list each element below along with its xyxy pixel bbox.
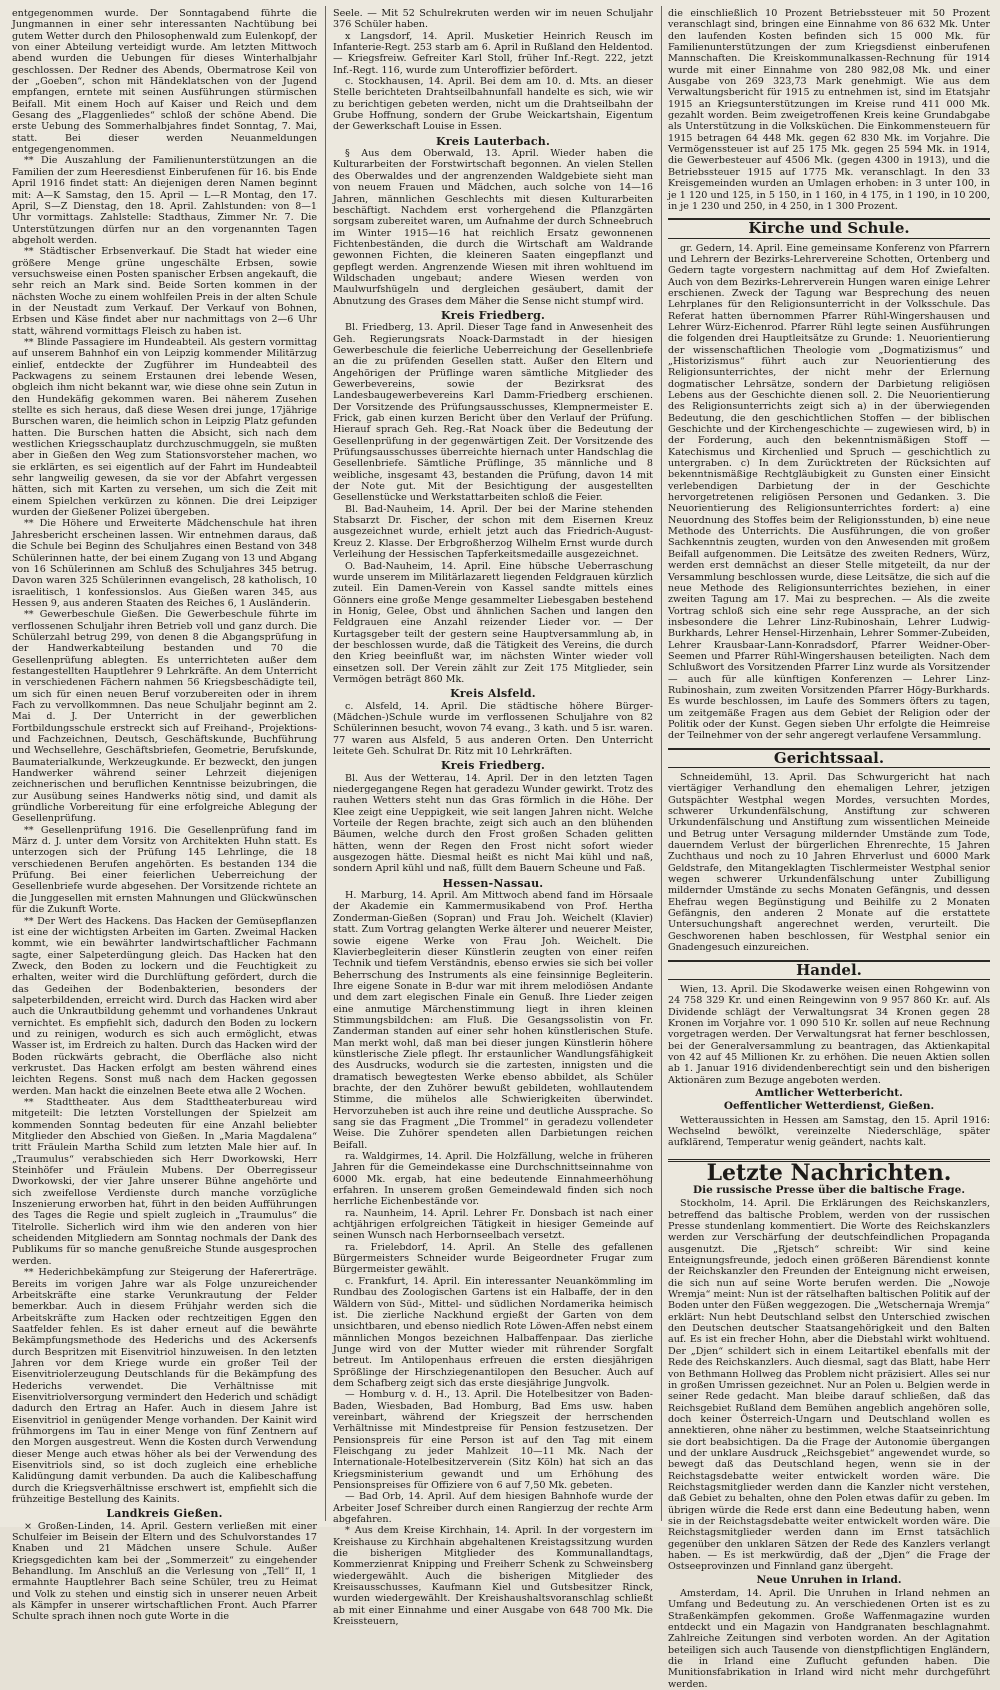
- section-heading-handel: Handel.: [668, 960, 990, 980]
- article-oberwald: § Aus dem Oberwald, 13. April. Wieder haben die Kulturarbeiten der Forstwirtschaft begonnen. An vielen Stellen des Oberwaldes und der angrenzenden Waldgebiete sieht man von neuem Frauen und Mädchen, auch solche von 14—16 Jahren, männlichen Geschlechts mit diesen Kulturarbeiten beschäftigt. Nachdem erst vorhergehend die Pflanzgärten sorgsam zubereitet waren, um Aufnahme der durch Schneebruch im Winter 1915—16 hat reichlich Ersatz gewonnenen Fichtenbeständen, die durch die Wirtschaft am Waldrande gewonnen Fichten, die kleineren Saaten eingepflanzt und gepflegt werden. Angrenzende Wiesen mit ihren wohltuend im Wildschaden ungebaut; andere Wiesen werden von Maulwurfshügeln und dergleichen gesäubert, damit der Abnutzung des Grases dem Mäher die Sense nicht stumpf wird.: [333, 148, 653, 307]
- article-schneidemuehl: Schneidemühl, 13. April. Das Schwurgericht hat nach viertägiger Verhandlung den ehemaligen Lehrer, jetzigen Gutspächter Westphal wegen Mordes, versuchten Mordes, schwerer Urkundenfälschung, Anstiftung zur schweren Urkundenfälschung und Anstiftung zum wissentlichen Meineide und Betrug unter Versagung mildernder Umstände zum Tode, dauerndem Verlust der bürgerlichen Ehrenrechte, 15 Jahren Zuchthaus und noch zu 10 Jahren Ehrverlust und 6000 Mark Geldstrafe, den Mitangeklagten Tischlermeister Westphal senior wegen schwerer Urkundenfälschung unter Zubilligung mildernder Umstände zu sechs Monaten Gefängnis, und dessen Ehefrau wegen Begünstigung und Beihilfe zu 2 Monaten Gefängnis, den anderen 2 Monate auf die erstattete Untersuchungshaft angerechnet werden, verurteilt. Die Geschworenen haben beschlossen, für Westphal senior ein Gnadengesuch einzureichen.: [668, 772, 990, 954]
- weather-forecast: Wetteraussichten in Hessen am Samstag, den 15. April 1916: Wechselnd bewölkt, vereinzelte Niederschläge, später aufklärend, Temperatur wenig geändert, nachts kalt.: [668, 1114, 990, 1149]
- article-stockhausen: c. Stockhausen, 14. April. Bei dem am 10. d. Mts. an dieser Stelle berichteten Drahtseilbahnunfall handelte es sich, wie wir zu berichtigen gebeten werden, nicht um die Drahtseilbahn der Grube Hoffnung, sondern der Grube Weickartshain, Eigentum der Gewerkschaft Louise in Essen.: [333, 76, 653, 133]
- article-langsdorf: x Langsdorf, 14. April. Musketier Heinrich Reusch im Infanterie-Regt. 253 starb am 6. April in Rußland den Heldentod. — Kriegsfreiw. Gefreiter Karl Stoll, früher Inf.-Regt. 222, jetzt Inf.-Regt. 116, wurde zum Unteroffizier befördert.: [333, 30, 653, 76]
- article-hacken: ** Der Wert des Hackens. Das Hacken der Gemüsepflanzen ist eine der wichtigsten Arbeiten im Garten. Zweimal Hacken kommt, wie ein bewährter landwirtschaftlicher Fachmann sagte, einer Salpeterdüngung gleich. Das Hacken hat den Zweck, den Boden zu lockern und die Feuchtigkeit zu erhalten, weiter wird die Durchlüftung gefördert, durch die das Gedeihen der Bodenbakterien, besonders der salpeterbildenden, erreicht wird. Durch das Hacken wird aber auch die Unkrautbildung gehemmt und vorhandenes Unkraut vernichtet. Es empfiehlt sich, dadurch den Boden zu lockern und zu reinigen, wodurch es sich auch ermöglicht, etwas Wasser ist, im Erdreich zu halten. Durch das Hacken wird der Boden rückwärts gebracht, die Oberfläche also nicht verkrustet. Das Hacken erfolgt am besten während eines leichten Regens. Sonst muß nach dem Hacken gegossen werden. Man hackt die einzelnen Beete etwa alle 2 Wochen.: [12, 915, 317, 1097]
- article-blinde-passagiere: ** Blinde Passagiere im Hundeabteil. Als gestern vormittag auf unserem Bahnhof ein von Leipzig kommender Militärzug einlief, entdeckte der Zugführer im Hundeabteil des Packwagens zu seinem Erstaunen drei lebende Wesen, obgleich ihm nicht bekannt war, wie diese ohne sein Zutun in den Hundekäfig gekommen waren. Bei näherem Zusehen stellte es sich heraus, daß diese Wesen drei junge, 17jährige Burschen waren, die heimlich schon in Leipzig Platz gefunden hatten. Die Burschen hatten die Absicht, sich nach dem westlichen Kriegsschauplatz durchzuschmuggeln, sie mußten aber in Gießen den Weg zum Stationsvorsteher machen, wo sie erklärten, es sei eigentlich auf der Fahrt im Hundeabteil sehr langweilig gewesen, da sie vor der Abfahrt vergessen hätten, sich mit Karten zu versehen, um sich die Zeit mit einem Spielchen verkürzen zu können. Die drei Leipziger wurden der Gießener Polizei übergeben.: [12, 336, 317, 519]
- article-gesellenpruefung: ** Gesellenprüfung 1916. Die Gesellenprüfung fand im März d. J. unter dem Vorsitz von Architekten Huhn statt. Es unterzogen sich der Prüfung 145 Lehrlinge, die 18 verschiedenen Berufen angehörten. Es bestanden 134 die Prüfung. Bei einer feierlichen Ueberreichung der Gesellenbriefe wurde abgesehen. Der Vorsitzende richtete an die Junggesellen mit ernsten Mahnungen und Glückwünschen für die Zukunft Worte.: [12, 824, 317, 916]
- article-marburg: H. Marburg, 14. April. Am Mittwoch abend fand im Hörsaale der Akademie ein Kammermusikabend von Prof. Hertha Zonderman-Gießen (Sopran) und Frau Joh. Weichelt (Klavier) statt. Zum Vortrag gelangten Werke älterer und neuerer Meister, sowie eigene Werke von Frau Joh. Weichelt. Die Klavierbegleiterin dieser Künstlerin zeugten von einer reifen Technik und tiefem Verständnis, ebenso erwies sie sich bei voller Beherrschung des Instruments als eine feinsinnige Begleiterin. Ihre eigene Sonate in B-dur war mit ihrem melodiösen Andante und dem zart elegischen Finale ein Genuß. Ihre Lieder zeigen eine anmutige Märchenstimmung liegt in ihren kleinen Stimmungsbildchen: am Fluß. Die Gesangssolistin von Fr. Zanderman standen auf einer sehr hohen künstlerischen Stufe. Man merkt wohl, daß man bei dieser jungen Künstlerin höhere künstlerische Ziele pflegt. Ihr erstaunlicher Wandlungsfähigkeit des Ausdrucks, wodurch sie die zartesten, innigsten und die dramatisch bewegtesten Werke ebenso abbildet, als Schüler brachte, der den Zuhörer bewußt gebildeten, wohllautendem Stimme, die mühelos alle Schwierigkeiten überwindet. Hervorzuheben ist auch ihre reine und deutliche Aussprache. So sang sie das Fragment „Die Trommel“ in geradezu vollendeter Weise. Die Zuhörer spendeten allen Darbietungen reichen Beifall.: [333, 890, 653, 1151]
- article-jungmannen: entgegenommen wurde. Der Sonntagabend führte die Jungmannen in einer sehr interessanten Nachtübung bei gutem Wetter durch den Philosophenwald zum Eulenkopf, der von einer Abteilung verteidigt wurde. Am letzten Mittwoch abend wurden die Uebungen für dieses Winterhalbjahr geschlossen. Der Redner des Abends, Obermatrose Keil von der „Goeben“, schon mit Händeklatschen von der Jugend empfangen, erntete mit seinen Ausführungen stürmischen Beifall. Mit einem Hoch auf Kaiser und Reich und dem Gesang des „Flaggenliedes“ schloß der schöne Abend. Die erste Uebung des Sommerhalbjahres findet Sonntag, 7. Mai, statt. Bei dieser werden Neuanmeldungen entgegengenommen.: [12, 8, 317, 156]
- article-bad-nauheim-2: O. Bad-Nauheim, 14. April. Eine hübsche Ueberraschung wurde unserem im Militärlazarett liegenden Feldgrauen kürzlich zuteil. Ein Damen-Verein von Kassel sandte mittels eines Gönners eine große Menge gesammelter Liebesgaben bestehend in Honig, Gelee, Obst und ähnlichen Sachen und langen den Feldgrauen eine Anzahl reizender Lieder vor. — Der Kurtagsgeber teilt der gestern seine Hauptversammlung ab, in der beschlossen wurde, daß die Tätigkeit des Vereins, die durch den Krieg beeinflußt war, im nächsten Winter wieder voll einsetzen soll. Der Verein zählt zur Zeit 175 Mitglieder, sein Vermögen beträgt 860 Mk.: [333, 560, 653, 685]
- article-waldgirmes: ra. Waldgirmes, 14. April. Die Holzfällung, welche in früheren Jahren für die Gemeindekasse eine Durchschnittseinnahme von 6000 Mk. ergab, hat eine bedeutende Einnahmeerhöhung erfahren. In unserem großen Gemeindewald finden sich noch herrliche Eichenbestände vor.: [333, 1151, 653, 1208]
- article-naunheim: ra. Naunheim, 14. April. Lehrer Fr. Donsbach ist nach einer achtjährigen erfolgreichen Tätigkeit in hiesiger Gemeinde auf seinen Wunsch nach Herbornseelbach versetzt.: [333, 1207, 653, 1242]
- article-stockholm: Stockholm, 14. April. Die Erklärungen des Reichskanzlers, betreffend das baltische Problem, werden von der russischen Presse stundenlang kommentiert. Die Worte des Reichskanzlers werden zur Verschärfung der deutschfeindlichen Propaganda ausgenutzt. Die „Rjetsch“ schreibt: Wir sind keine Enteignungsfreunde, jedoch einen größeren Bärendienst konnte der Reichskanzler den Freunden der Enteignung nicht erweisen, die sich nun auf seine Worte berufen werden. Die „Nowoje Wremja“ meint: Nun ist der rätselhaften baltischen Politik auf der Boden unter den Füßen weggezogen. Die „Wetschernaja Wremja“ erklärt: Nun hebt Deutschland selbst den Unterschied zwischen den Deutschen deutscher Staatsangehörigkeit und den Balten auf. Es ist ein frecher Hohn, aber die Diebstahl wirkt wohltuend. Der „Djen“ schildert sich in einem Leitartikel ebenfalls mit der Rede des Reichskanzlers. Auch diesmal, sagt das Blatt, habe Herr von Bethmann Hollweg das Problem nicht präzisiert. Alles sei nur in großen Umrissen gezeichnet. Nur an Polen u. Belgien werde in seiner Rede gedacht. Man bleibe darauf schließen, daß das Reichsgebiet Rußland dem Bemühen angeblich angehören solle, doch keiner Österreich-Ungarn und Deutschland wollen es annektieren, ohne näher zu bestimmen, welche Staatseinrichtung sie dort beabsichtigen. Da die Frage der Autonomie übergangen und der unklare Ausdruck „Reichsgebiet“ angewendet wurde, so bewegt daß das Deutschland hegen, wenn sie in der Reichstagsdebatte weiter entwickelt worden wäre. Die Reichstagsmitglieder werden dann die Kanzler nicht verstehen, daß Gebiet zu behalten, ohne den Polen etwas dafür zu geben. Im übrigen würde die Rede erst dann eine Bedeutung haben, wenn sie in der Reichstagsdebatte weiter entwickelt worden wäre. Die Reichstagsmitglieder werden dann im Ernst tatsächlich gegenüber den unklaren Sätzen der Rede des Kanzlers verlangt haben. — Es ist merkwürdig, daß der „Djen“ die Frage der Ostseeprovinzen und Finnland ganz übergeht.: [668, 1198, 990, 1573]
- subheading-irland: Neue Unruhen in Irland.: [756, 1573, 902, 1586]
- article-kreissteuern: die einschließlich 10 Prozent Betriebssteuer mit 50 Prozent veranschlagt sind, bringen eine Einnahme von 86 632 Mk. Unter den laufenden Kosten befinden sich 15 000 Mk. für Familienunterstützungen der zum Kriegsdienst einberufenen Mannschaften. Die Kreiskommunalkassen-Rechnung für 1914 wurde mit einer Einnahme von 280 982,08 Mk. und einer Ausgabe von 269 323,73 Mark genehmigt. Wie aus dem Verwaltungsbericht für 1915 zu entnehmen ist, sind im Etatsjahr 1915 an Kriegsunterstützungen im Kreise rund 411 000 Mk. gezahlt worden. Beim zweigetroffenen Kreis keine Grundabgabe als Unterstützung in die Volksküchen. Die Einkommensteuern für 1915 betragen 64 448 Mk. gegen 62 830 Mk. im Vorjahre. Die Vermögenssteuer ist auf 25 175 Mk. gegen 25 594 Mk. in 1914, die Gewerbesteuer auf 4506 Mk. (gegen 4300 in 1913), und die Betriebssteuer 1915 auf 1775 Mk. veranschlagt. In den 33 Kreisgemeinden wurden an Umlagen erhoben: in 3 unter 100, in je 1 120 und 125, in 5 150, in 1 160, in 4 175, in 1 190, in 10 200, in je 1 230 und 250, in 4 250, in 1 300 Prozent.: [668, 8, 990, 212]
- section-heading: Kreis Alsfeld.: [450, 687, 536, 701]
- article-wien: Wien, 13. April. Die Skodawerke weisen einen Rohgewinn von 24 758 329 Kr. und einen Reingewinn von 9 957 860 Kr. auf. Als Dividende schlägt der Verwaltungsrat 34 Kronen gegen 28 Kronen im Vorjahre vor. 1 090 510 Kr. sollen auf neue Rechnung vorgetragen werden. Der Verwaltungsrat hat ferner beschlossen, bei der Generalversammlung zu beantragen, das Aktienkapital von 42 auf 45 Millionen Kr. zu erhöhen. Die neuen Aktien sollen ab 1. Januar 1916 dividendenberechtigt sein und den bisherigen Aktionären zum Bezuge angeboten werden.: [668, 983, 990, 1086]
- article-kirchhain: * Aus dem Kreise Kirchhain, 14. April. In der vorgestern im Kreishause zu Kirchhain abgehaltenen Kreistagssitzung wurden die bisherigen Mitglieder des Kommunallandtags, Kommerzienrat Knipping und Freiherr Schenk zu Schweinsberg wiedergewählt. Auch die bisherigen Mitglieder des Kreisausschusses, Kaufmann Kiel und Gutsbesitzer Rinck, wurden wiedergewählt. Der Kreishaushaltsvoranschlag schließt ab mit einer Einnahme und einer Ausgabe von 648 700 Mk. Die Kreissteuern,: [333, 1525, 653, 1628]
- article-homburg: — Homburg v. d. H., 13. April. Die Hotelbesitzer von Baden-Baden, Wiesbaden, Bad Homburg, Bad Ems usw. haben vereinbart, während der Kriegszeit der herrschenden Verhältnisse mit Mindestpreise für Pension festzusetzen. Der Pensionspreis für eine Person ist auf den Tag mit einem Fleischgang zu jeder Mahlzeit 10—11 Mk. Nach der Internationale-Hotelbesitzerverein (Sitz Köln) hat sich an das Kriegsministerium gewandt und um Erhöhung des Pensionspreises für Offiziere von 6 auf 7,50 Mk. gebeten.: [333, 1389, 653, 1491]
- article-gedern: gr. Gedern, 14. April. Eine gemeinsame Konferenz von Pfarrern und Lehrern der Bezirks-Lehrervereine Schotten, Ortenberg und Gedern tagte vorgestern nachmittag auf dem Hof Zwiefalten. Auch von dem Bezirks-Lehrerverein Hungen waren einige Lehrer erschienen. Zweck der Tagung war Besprechung des neuen Lehrplanes für den Religionsunterricht in der Volksschule. Das Referat hatten übernommen Pfarrer Rühl-Wingershausen und Lehrer Würz-Eichenrod. Pfarrer Rühl legte seinen Ausführungen die folgenden drei Hauptleitsätze zu Grunde: 1. Neuorientierung der wissenschaftlichen Theologie vom „Dogmatizismus“ und „Historizismus“ führt auch zur Neuorientierung des Religionsunterrichtes, der nicht mehr der Erlernung dogmatischer Lehrsätze, sondern der Darbietung religiösen Lebens aus der Geschichte dienen soll. 2. Die Neuorientierung des Religionsunterrichts zeigt sich a) in der überwiegenden Bedeutung, die den geschichtlichen Stoffen — der biblischen Geschichte und der Kirchengeschichte — zugewiesen wird, b) in der Forderung, auch den bekenntnismäßigen Stoff — Katechismus und Kirchenlied und Spruch — geschichtlich zu untergraben. c) In dem Zurücktreten der Rücksichten auf bekenntnismäßige Rechtgläubigkeit zu Gunsten einer Einsicht verlebendigen Darbietung der in der Geschichte hervorgetretenen religiösen Personen und Gedanken. 3. Die Neuorientierung des Religionsunterrichtes fordert: a) eine Neuordnung des Stoffes beim der Religionsstunden, b) eine neue Methode des Unterrichts. Die Ausführungen, die von großer Sachkenntnis zeugten, wurden von den Anwesenden mit großem Beifall aufgenommen. Die Leitsätze des zweiten Redners, Würz, werden erst demnächst an dieser Stelle mitgeteilt, da nur der Versammlung beschlossen wurde, diese Leitsätze, die sich auf die neue Methode des Religionsunterrichtes beziehen, in einer zweiten Tagung am 17. Mai zu besprechen. — Als die zweite Vortrag schloß sich eine sehr rege Aussprache, an der sich insbesondere die Lehrer Linz-Rubinoshain, Lehrer Ludwig-Burkhards, Lehrer Hensel-Hirzenhain, Lehrer Sommer-Zubeiden, Lehrer Krausbaar-Lann-Konradsdorf, Pfarrer Weidner-Ober-Seemen und Pfarrer Rühl-Wingershausen beteiligten. Nach dem Schlußwort des Vorsitzenden Pfarrer Linz wurde als Vorsitzender — auch für alle künftigen Konferenzen — Lehrer Linz-Rubinoshain, zum zweiten Vorsitzenden Pfarrer Högy-Burkhards. Es wurde beschlossen, im Laufe des Sommers öfters zu tagen, um zeitgemäße Fragen aus dem Gebiet der Religion oder der Politik oder der Kunst. Gegen sieben Uhr erfolgte die Heimreise der Teilnehmer von der sehr angeregt verlaufene Versammlung.: [668, 242, 990, 742]
- article-amsterdam: Amsterdam, 14. April. Die Unruhen in Irland nehmen an Umfang und Bedeutung zu. An verschiedenen Orten ist es zu Straßenkämpfen gekommen. Große Waffenmagazine wurden entdeckt und ein Magazin von Handgranaten beschlagnahmt. Zahlreiche Zeitungen sind verboten worden. An der Agitation beteiligen sich auch Tausende von dienstpflichtigen Engländern, die in Irland eine Zuflucht gefunden haben. Die Munitionsfabrikation in Irland wird nicht mehr durchgeführt werden.: [668, 1588, 990, 1690]
- column-middle: [333, 8, 653, 1628]
- section-heading-letzte-nachrichten: Letzte Nachrichten.: [668, 1159, 990, 1179]
- column-right: [668, 8, 990, 1690]
- article-familienunterstuetzung: ** Die Auszahlung der Familienunterstützungen an die Familien der zum Heeresdienst Einberufenen für 16. bis Ende April 1916 findet statt: An diejenigen deren Namen beginnt mit: A—K Samstag, den 15. April — L—R Montag, den 17. April, S—Z Dienstag, den 18. April. Zahlstunden: von 8—1 Uhr vormittags. Zahlstelle: Stadthaus, Zimmer Nr. 7. Die Unterstützungen dürfen nur an den vorgenannten Tagen abgeholt werden.: [12, 155, 317, 246]
- article-bad-nauheim-1: Bl. Bad-Nauheim, 14. April. Der bei der Marine stehenden Stabsarzt Dr. Fischer, der schon mit dem Eisernen Kreuz ausgezeichnet wurde, erhielt jetzt auch das Friedrich-August-Kreuz 2. Klasse. Der Erbgroßherzog Wilhelm Ernst wurde durch Verleihung der Hessischen Tapferkeitsmedaille ausgezeichnet.: [333, 503, 653, 561]
- article-friedberg: Bl. Friedberg, 13. April. Dieser Tage fand in Anwesenheit des Geh. Regierungsrats Noack-Darmstadt in der hiesigen Gewerbeschule die feierliche Ueberreichung der Gesellenbriefe an die zu prüfenden Gesellen statt. Außer den Eltern und Angehörigen der Prüflinge waren sämtliche Mitglieder des Gewerbevereins, sowie der Bezirksrat des Landesbaugewerbevereins Karl Damm-Friedberg erschienen. Der Vorsitzende des Prüfungsausschusses, Klempnermeister E. Frick, gab einen kurzen Bericht über den Verlauf der Prüfung. Hierauf sprach Geh. Reg.-Rat Noack über die Bedeutung der Gesellenprüfung in der gegenwärtigen Zeit. Der Vorsitzende des Prüfungsausschusses überreichte hiernach unter Handschlag die Gesellenbriefe. Sämtliche Prüflinge, 35 männliche und 8 weibliche, insgesamt 43, bestanden die Prüfung, davon 14 mit der Note gut. Mit der Besichtigung der ausgestellten Gesellenstücke und Werkstattarbeiten schloß die Feier.: [333, 322, 653, 504]
- column-left: [12, 8, 317, 1623]
- section-heading: Kreis Friedberg.: [440, 308, 546, 322]
- section-heading-kirche-schule: Kirche und Schule.: [668, 218, 990, 238]
- article-gewerbeschule: ** Gewerbeschule Gießen. Die Gewerbeschule führte im verflossenen Schuljahr ihren Betrieb voll und ganz durch. Die Schülerzahl betrug 299, von denen 8 die Abgangsprüfung in der Handwerkabteilung bestanden und 70 die Gesellenprüfung ablegten. Es unterrichteten außer dem festangestellten Hauptlehrer 9 Lehrkräfte. An dem Unterricht in verschiedenen Fächern nahmen 56 Kriegsbeschädigte teil, um sich für einen neuen Beruf vorzubereiten oder in ihrem Fach zu vervollkommnen. Das neue Schuljahr beginnt am 2. Mai d. J. Der Unterricht in der gewerblichen Fortbildungsschule erstreckt sich auf Freihand-, Projektions- und Fachzeichnen, Deutsch, Geschäftskunde, Buchführung und Wechsellehre, Geschäftsbriefen, Geometrie, Berufskunde, Baumaterialkunde, Werkzeugkunde. Er bezweckt, den jungen Handwerker während seiner Lehrzeit diejenigen zeichnerischen und beruflichen Kenntnisse beizubringen, die zur Ausübung seines Handwerks nötig sind, und damit als gründliche Vorbereitung für eine erfolgreiche Ablegung der Gesellenprüfung.: [12, 609, 317, 825]
- section-heading: Hessen-Nassau.: [442, 876, 544, 890]
- column-rule: [661, 6, 662, 1521]
- article-continuation: Seele. — Mit 52 Schulrekruten werden wir im neuen Schuljahr 376 Schüler haben.: [333, 8, 653, 31]
- article-grossen-linden: × Großen-Linden, 14. April. Gestern verließen mit einer Schulfeier im Beisein der Eltern und des Schulvorstandes 17 Knaben und 21 Mädchen unsere Schule. Außer Kriegsgedichten kam bei der „Sommerzeit“ zu eingehender Behandlung. Im Anschluß an die Verlesung von „Tell“ II, 1 ermahnte Hauptlehrer Bach seine Schüler, treu zu Heimat und Volk zu stehen und einstig sich in unserer neuen Arbeit als Kämpfer in unserer wirtschaftlichen Front. Auch Pfarrer Schulte sprach ihnen noch gute Worte in die: [12, 1520, 317, 1623]
- article-wetterau: Bl. Aus der Wetterau, 14. April. Der in den letzten Tagen niedergegangene Regen hat geradezu Wunder gewirkt. Trotz des rauhen Wetters steht nun das Gras förmlich in die Höhe. Der Klee zeigt eine Ueppigkeit, wie seit langen Jahren nicht. Welche Vorteile der Regen brachte, zeigt sich auch an den blühenden Bäumen, welche durch den Frost großen Schaden gelitten hätten, wenn der Regen den Frost nicht sofort wieder ausgezogen hätte. Diesmal heißt es nicht Mai kühl und naß, sondern April kühl und naß, füllt dem Bauern Scheune und Faß.: [333, 772, 653, 875]
- article-erbsenverkauf: ** Städtischer Erbsenverkauf. Die Stadt hat wieder eine größere Menge grüne ungeschälte Erbsen, sowie versuchsweise einen Posten spanischer Erbsen angekauft, die sehr reich an Mark sind. Beide Sorten kommen in der nächsten Woche zu einem wohlfeilen Preis in der alten Schule in der Neustadt zum Verkauf. Der Verkauf von Bohnen, Erbsen und Käse findet aber nur nachmittags von 2—6 Uhr statt, während vormittags Fleisch zu haben ist.: [12, 246, 317, 337]
- article-stadttheater: ** Stadttheater. Aus dem Stadttheaterbureau wird mitgeteilt: Die letzten Vorstellungen der Spielzeit am kommenden Sonntag bedeuten für eine Anzahl beliebter Mitglieder den Abschied von Gießen. In „Maria Magdalena“ tritt Fräulein Martha Schild zum letzten Male hier auf. In „Traumulus“ verabschieden sich Herr Dworkowski, Herr Steinhöfer und Fräulein Mubens. Der Oberregisseur Dworkowski, der vier Jahre unserer Bühne angehörte und sich zweifellose Verdienste durch manche vorzügliche Inszenierung erworben hat, führt in den beiden Aufführungen des Tages die Regie und spielt zugleich in „Traumulus“ die Titelrolle. Sicherlich wird ihm wie den anderen von hier scheidenden Mitgliedern am Sonntag nochmals der Dank des Publikums für so manche genußreiche Stunde ausgesprochen werden.: [12, 1097, 317, 1267]
- article-hederich: ** Hederichbekämpfung zur Steigerung der Hafererträge. Bereits im vorigen Jahre war als Folge unzureichender Arbeitskräfte eine starke Verunkrautung der Felder bemerkbar. Auch in diesem Frühjahr werden sich die Arbeitskräfte zum Hacken oder rechtzeitigen Eggen den Saatfelder fehlen. Es ist daher erneut auf die bewährte Bekämpfungsmethode des Hederichs und des Ackersenfs durch Bespritzen mit Eisenvitriol hinzuweisen. In den letzten Jahren vor dem Kriege wurde ein großer Teil der Eisenvitriolerzeugung Deutschlands für die Bekämpfung des Hederichs verwendet. Die Verhältnisse mit Eisenvitriolversorgung vermindert den Hederich und schädigt dadurch den Ertrag an Hafer. Auch in diesem Jahre ist Eisenvitriol in genügender Menge vorhanden. Der Kainit wird frühmorgens im Tau in einer Menge von fünf Zentnern auf den Morgen ausgestreut. Wenn die Kosten durch Verwendung dieser Menge auch etwas höher als bei der Verwendung des Eisenvitriols sind, so ist doch zugleich eine erhebliche Kalidüngung damit verbunden. Da auch die Kalibeschaffung durch die Kriegsverhältnisse erschwert ist, empfiehlt sich die frühzeitige Bestellung des Kainits.: [12, 1267, 317, 1506]
- section-heading-gerichtssaal: Gerichtssaal.: [668, 748, 990, 768]
- weather-subheading: Oeffentlicher Wetterdienst, Gießen.: [723, 1100, 935, 1113]
- article-bad-orb: — Bad Orb, 14. April. Auf dem hiesigen Bahnhofe wurde der Arbeiter Josef Schreiber durch einen Rangierzug der rechte Arm abgefahren.: [333, 1491, 653, 1526]
- weather-heading: Amtlicher Wetterbericht.: [755, 1086, 903, 1099]
- column-rule: [325, 6, 326, 1521]
- article-frielebdorf: ra. Frielebdorf, 14. April. An Stelle des gefallenen Bürgermeisters Schneider wurde Beigeordneter Frugar zum Bürgermeister gewählt.: [333, 1241, 653, 1276]
- section-heading: Landkreis Gießen.: [106, 1507, 223, 1521]
- section-heading: Kreis Friedberg.: [440, 759, 546, 773]
- section-heading: Kreis Lauterbach.: [435, 134, 551, 148]
- article-alsfeld: c. Alsfeld, 14. April. Die städtische höhere Bürger-(Mädchen-)Schule wurde im verflossenen Schuljahre von 82 Schülerinnen besucht, wovon 74 evang., 3 kath. und 5 isr. waren. 77 waren aus Alsfeld, 5 aus anderen Orten. Den Unterricht leitete Geh. Schulrat Dr. Ritz mit 10 Lehrkräften.: [333, 700, 653, 757]
- subheading-russische-presse: Die russische Presse über die baltische Frage.: [693, 1184, 965, 1196]
- article-maedchenschule: ** Die Höhere und Erweiterte Mädchenschule hat ihren Jahresbericht erscheinen lassen. Wir entnehmen daraus, daß die Schule bei Beginn des Schuljahres einen Bestand von 348 Schülerinnen hatte, der bei einem Zugang von 13 und Abgang von 16 Schülerinnen am Schluß des Schuljahres 345 betrug. Davon waren 325 Schülerinnen evangelisch, 28 katholisch, 10 israelitisch, 1 konfessionslos. Aus Gießen waren 345, aus Hessen 9, aus anderen Staaten des Reiches 6, 1 Ausländerin.: [12, 518, 317, 609]
- article-frankfurt: c. Frankfurt, 14. April. Ein interessanter Neuankömmling im Rundbau des Zoologischen Gartens ist ein Halbaffe, der in den Wäldern von Süd-, Mittel- und südlichen Nordamerika heimisch ist. Die zierliche Nackhund ergießt der Garten von dem unsichtbaren, und ebenso niedlich Rote Löwen-Affen nebst einem männlichen Mongos bezeichnen Halbaffenpaar. Das zierliche Junge wird von der Mutter wieder mit rührender Sorgfalt betreut. Im Antilopenhaus erfreuen die ersten diesjährigen Sprößlinge der Hirschziegenantilopen den Besucher. Auch auf dem Schafberg zeigt sich das erste diesjährige Jungvolk.: [333, 1275, 653, 1389]
